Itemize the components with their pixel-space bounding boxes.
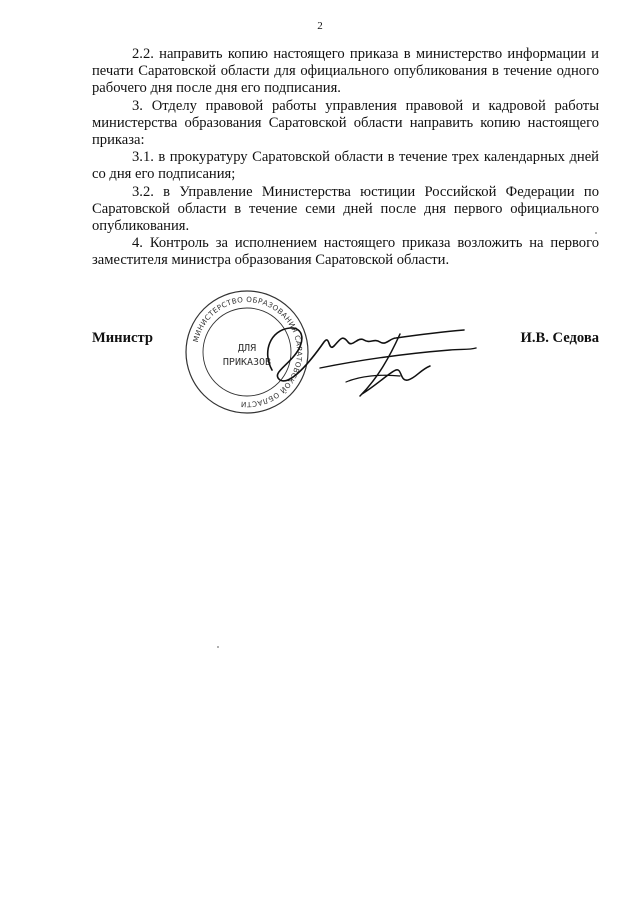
page-number: 2 [317,20,323,32]
paragraph-3-1: 3.1. в прокуратуру Саратовской области в течение трех календарных дней со дня его подписания; [92,149,599,183]
stamp-center-line-2: ПРИКАЗОВ [222,357,272,368]
paragraph-4: 4. Контроль за исполнением настоящего приказа возложить на первого заместителя министра образования Саратовской области. [92,235,599,269]
scan-speck [217,646,219,648]
paragraph-3-2: 3.2. в Управление Министерства юстиции Российской Федерации по Саратовской области в течение семи дней после дня первого официального опубликования. [92,183,599,235]
handwritten-signature [250,312,480,404]
document-body [92,46,599,270]
stamp-ring-text: МИНИСТЕРСТВО ОБРАЗОВАНИЯ САРАТОВСКОЙ ОБЛАСТИ [190,294,305,410]
scan-speck [595,232,597,234]
signer-name: И.В. Седова [520,330,599,346]
paragraph-3: 3. Отделу правовой работы управления правовой и кадровой работы министерства образования Саратовской области направить копию настоящего приказа: [92,97,599,149]
stamp-center-line-1: ДЛЯ [237,343,257,354]
paragraph-2-2: 2.2. направить копию настоящего приказа в министерство информации и печати Саратовской области для официального опубликования в течение одного рабочего дня после дня его подписания. [92,46,599,97]
position-title: Министр [92,330,153,346]
